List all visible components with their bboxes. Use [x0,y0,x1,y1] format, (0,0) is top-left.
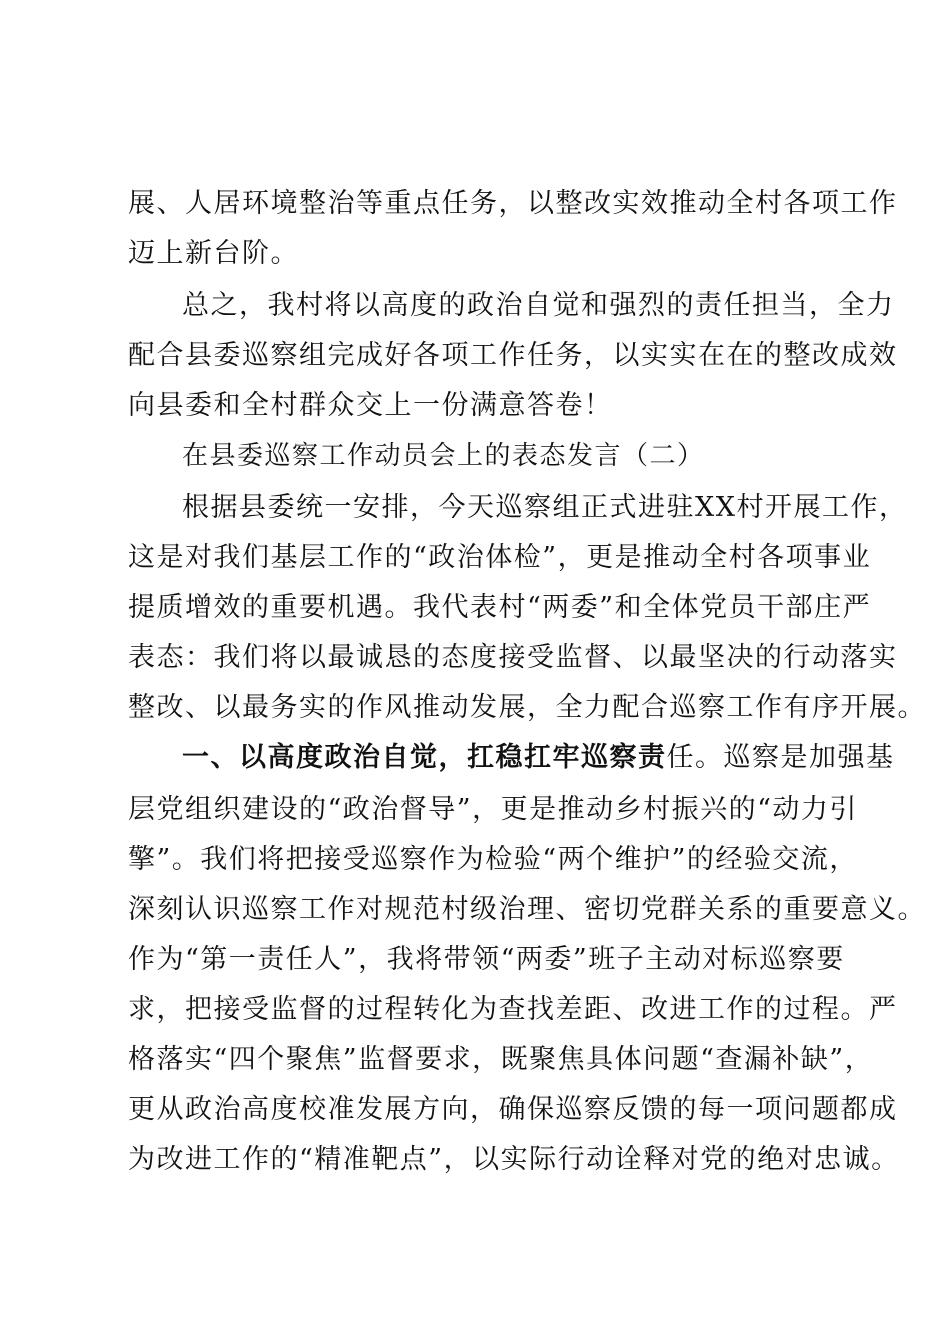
section-one-heading: 一、以高度政治自觉，扛稳扛牢巡察责 [182,742,667,773]
body-line: 提质增效的重要机遇。我代表村“两委”和全体党员干部庄严 [128,592,872,623]
body-line: 展、人居环境整治等重点任务，以整改实效推动全村各项工作 [128,188,898,219]
section-title: 在县委巡察工作动员会上的表态发言（二） [182,441,705,471]
body-line: 作为“第一责任人”，我将带领“两委”班子主动对标巡察要 [128,944,845,975]
body-line: 这是对我们基层工作的“政治体检”，更是推动全村各项事业 [128,542,872,573]
paragraph-intro-line: 根据县委统一安排，今天巡察组正式进驻XX村开展工作， [182,492,908,523]
body-line: 配合县委巡察组完成好各项工作任务，以实实在在的整改成效 [128,340,898,371]
section-one-lead: 任。巡察是加强基 [666,742,895,773]
body-line: 擎”。我们将把接受巡察作为检验“两个维护”的经验交流， [128,844,858,875]
body-line: 表态：我们将以最诚恳的态度接受监督、以最坚决的行动落实 [128,642,898,673]
body-line: 迈上新台阶。 [128,238,299,269]
body-line: 格落实“四个聚焦”监督要求，既聚焦具体问题“查漏补缺”， [128,1044,874,1075]
body-line: 向县委和全村群众交上一份满意答卷！ [128,390,613,421]
paragraph-summary-line: 总之，我村将以高度的政治自觉和强烈的责任担当，全力 [182,290,895,321]
body-line: 深刻认识巡察工作对规范村级治理、密切党群关系的重要意义。 [128,894,926,925]
body-line: 层党组织建设的“政治督导”，更是推动乡村振兴的“动力引 [128,794,858,825]
body-line: 为改进工作的“精准靶点”，以实际行动诠释对党的绝对忠诚。 [128,1144,900,1175]
section-one-line [182,738,895,778]
body-line: 更从政治高度校准发展方向，确保巡察反馈的每一项问题都成 [128,1094,898,1125]
body-line: 整改、以最务实的作风推动发展，全力配合巡察工作有序开展。 [128,692,926,723]
body-line: 求，把接受监督的过程转化为查找差距、改进工作的过程。严 [128,994,898,1025]
